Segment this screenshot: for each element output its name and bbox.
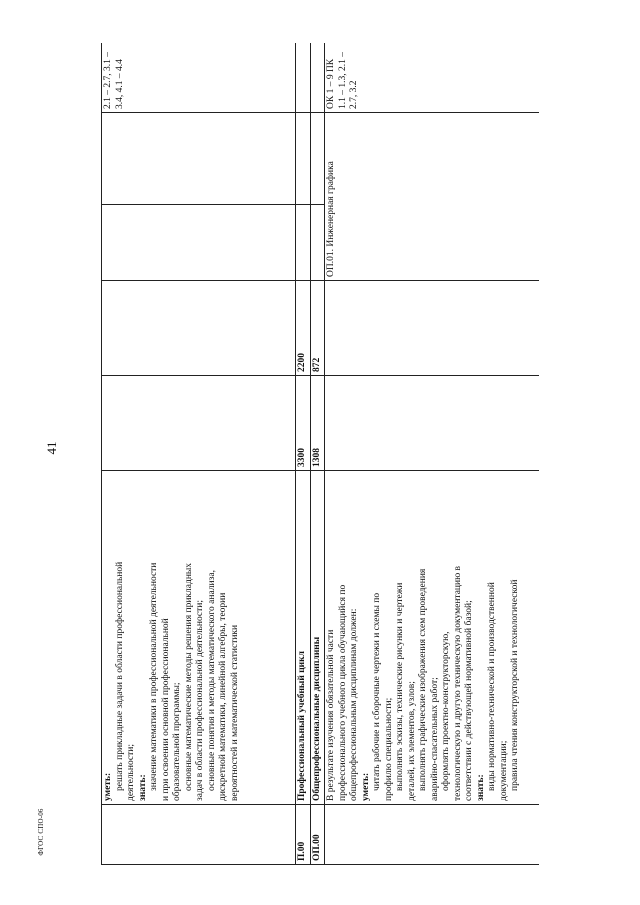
text-line: соответствии с действующей нормативной базой; — [464, 600, 474, 801]
rotated-table-frame — [101, 43, 539, 865]
discipline-cell-extra — [102, 113, 296, 205]
table-row — [310, 43, 325, 865]
text-line: основные математические методы решения прикладных — [183, 562, 194, 791]
text-line: дискретной математики, линейной алгебры, теории — [218, 592, 228, 801]
text-line: документации; — [498, 740, 509, 801]
max-load: 3300 — [296, 376, 311, 471]
text-line: деятельности; — [126, 743, 136, 801]
curriculum-table — [101, 43, 539, 865]
page-number: 41 — [44, 441, 59, 455]
text-line: деталей, их элементов, узлов; — [406, 681, 417, 801]
section-title: Общепрофессиональные дисциплины — [310, 471, 325, 805]
discipline-cell — [310, 205, 325, 281]
text-line: значение математики в профессиональной деятельности — [149, 562, 159, 791]
competencies-cell: ОК 1 – 9 ПК 1.1 – 1.3, 2.1 – 2.7, 3.2 — [325, 43, 540, 113]
text-line: В результате изучения обязательной части — [326, 629, 336, 801]
text-line: решать прикладные задачи в области профессиональной — [114, 561, 125, 791]
section-label: уметь: — [360, 772, 371, 801]
text-line: образовательной программы; — [172, 682, 182, 801]
discipline-cell — [102, 205, 296, 281]
text-line: правила чтения конструкторской и технологической — [510, 579, 520, 791]
content-cell — [102, 471, 296, 805]
text-line: оформлять проектно-конструкторскую, — [441, 631, 451, 791]
text-line: профессионального учебного цикла обучающийся по — [337, 584, 348, 801]
text-line: профилю специальности; — [383, 697, 394, 801]
requirements-text — [103, 474, 241, 801]
text-line: выполнять эскизы, технические рисунки и чертежи — [395, 582, 405, 791]
text-line: виды нормативно-технической и производственной — [487, 582, 497, 791]
text-line: выполнять графические изображения схем проведения — [418, 568, 428, 791]
table-row — [102, 43, 296, 865]
competencies-cell: 2.1 – 2.7, 3.1 – 3.4, 4.1 – 4.4 — [102, 43, 296, 113]
text-line: и при освоении основной профессиональной — [160, 618, 171, 801]
max-load: 1308 — [310, 376, 325, 471]
index-cell — [325, 805, 540, 865]
oblig-load: 872 — [310, 281, 325, 376]
discipline-cell-extra — [296, 113, 311, 205]
cycle-code: П.00 — [296, 805, 311, 865]
footer-text: ФГОС СПО-06 — [37, 808, 45, 856]
table-row — [325, 43, 540, 865]
text-line: основные понятия и методы математического анализа, — [206, 570, 217, 791]
discipline-cell — [296, 205, 311, 281]
competencies-cell — [296, 43, 311, 113]
discipline-cell-extra — [310, 113, 325, 205]
table-row — [296, 43, 311, 865]
text-line: технологическую и другую техническую документацию в — [452, 565, 463, 801]
section-label: уметь: — [103, 772, 113, 801]
section-label: знать: — [137, 774, 148, 801]
text-line: читать рабочие и сборочные чертежи и схемы по — [372, 592, 382, 791]
discipline-name: ОП.01. Инженерная графика — [325, 113, 540, 281]
text-line: аварийно-спасательных работ; — [429, 677, 440, 801]
requirements-text — [326, 474, 522, 801]
oblig-load-cell — [102, 281, 296, 376]
oblig-load: 2200 — [296, 281, 311, 376]
text-line: задач в области профессиональной деятельности; — [195, 599, 205, 801]
cycle-title: Профессиональный учебный цикл — [296, 471, 311, 805]
competencies-cell — [310, 43, 325, 113]
rotated-table-sheet — [101, 43, 539, 865]
index-cell — [102, 805, 296, 865]
max-load-cell — [102, 376, 296, 471]
max-load-cell — [325, 376, 540, 471]
oblig-load-cell — [325, 281, 540, 376]
section-code: ОП.00 — [310, 805, 325, 865]
text-line: вероятностей и математической статистики — [229, 624, 240, 801]
section-label: знать: — [475, 774, 486, 801]
text-line: общепрофессиональным дисциплинам должен: — [349, 608, 359, 801]
content-cell — [325, 471, 540, 805]
